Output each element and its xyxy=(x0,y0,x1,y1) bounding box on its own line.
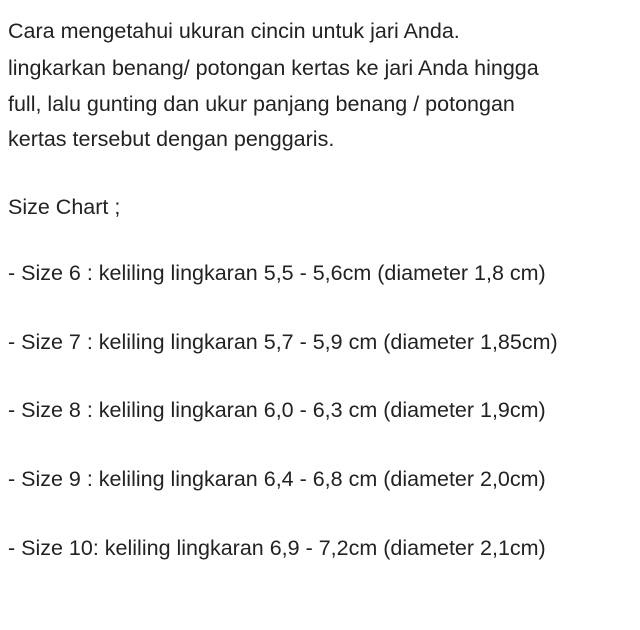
size-chart-row: - Size 7 : keliling lingkaran 5,7 - 5,9 cm (diameter 1,85cm) xyxy=(8,330,558,354)
size-chart-heading: Size Chart ; xyxy=(8,195,121,219)
size-chart-row: - Size 10: keliling lingkaran 6,9 - 7,2cm (diameter 2,1cm) xyxy=(8,536,546,560)
size-chart-row: - Size 8 : keliling lingkaran 6,0 - 6,3 cm (diameter 1,9cm) xyxy=(8,398,546,422)
size-chart-row: - Size 6 : keliling lingkaran 5,5 - 5,6cm (diameter 1,8 cm) xyxy=(8,261,546,285)
intro-line: kertas tersebut dengan penggaris. xyxy=(8,127,335,151)
size-chart-row: - Size 9 : keliling lingkaran 6,4 - 6,8 cm (diameter 2,0cm) xyxy=(8,467,546,491)
intro-line: full, lalu gunting dan ukur panjang benang / potongan xyxy=(8,92,515,116)
intro-line: Cara mengetahui ukuran cincin untuk jari Anda. xyxy=(8,19,460,43)
intro-line: lingkarkan benang/ potongan kertas ke jari Anda hingga xyxy=(8,56,539,80)
